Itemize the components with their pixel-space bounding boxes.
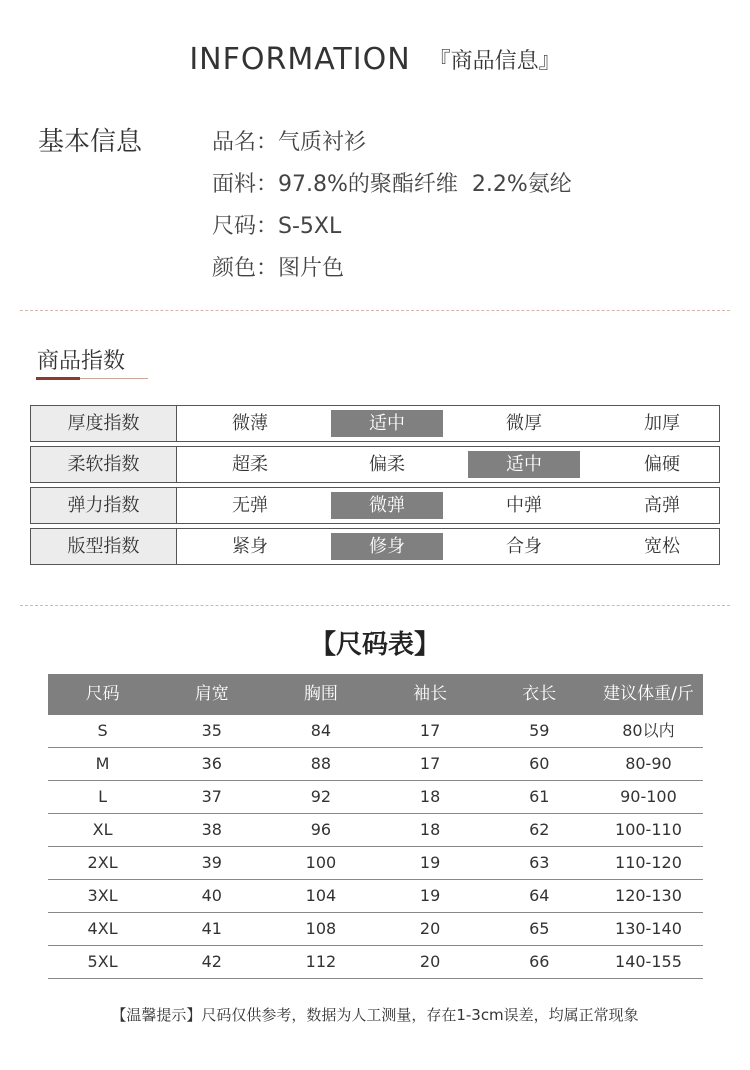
- table-cell: 112: [305, 952, 337, 971]
- info-row-size: [212, 209, 341, 240]
- index-label: 弹力指数: [31, 488, 177, 523]
- index-option: 中弹: [506, 495, 542, 516]
- table-row: [48, 847, 703, 880]
- index-label: 版型指数: [31, 529, 177, 564]
- page-header: [0, 42, 750, 77]
- index-option: 微薄: [232, 413, 268, 434]
- table-cell: 60: [529, 754, 550, 773]
- table-cell: XL: [92, 820, 113, 839]
- size-table-body: [48, 715, 703, 979]
- table-cell: L: [98, 787, 108, 806]
- table-cell: 140-155: [615, 952, 682, 971]
- header-title-en: INFORMATION: [189, 42, 411, 77]
- table-cell: 39: [201, 853, 222, 872]
- info-row-color: [212, 251, 344, 282]
- index-option-selected: 适中: [468, 451, 580, 478]
- info-label: 颜色：: [212, 256, 279, 281]
- info-value: 气质衬衫: [278, 130, 367, 155]
- table-cell: 104: [305, 886, 337, 905]
- index-option-selected: 适中: [331, 410, 443, 437]
- table-cell: M: [95, 754, 110, 773]
- table-cell: 120-130: [615, 886, 682, 905]
- index-option-selected: 修身: [331, 533, 443, 560]
- index-option: 偏柔: [369, 454, 405, 475]
- table-header-cell: 建议体重/斤: [603, 684, 694, 704]
- table-cell: 80以内: [622, 721, 675, 740]
- table-cell: 59: [529, 721, 550, 740]
- table-cell: 38: [201, 820, 222, 839]
- info-row-name: [212, 125, 366, 156]
- table-cell: 80-90: [625, 754, 672, 773]
- table-cell: 42: [201, 952, 222, 971]
- index-row: [30, 405, 720, 442]
- size-table-title: 【尺码表】: [309, 630, 440, 660]
- index-option: 加厚: [644, 413, 680, 434]
- table-cell: 17: [419, 754, 441, 773]
- index-option: 无弹: [232, 495, 268, 516]
- index-option: 微厚: [506, 413, 542, 434]
- table-row: [48, 748, 703, 781]
- index-option: 宽松: [644, 536, 680, 557]
- table-cell: 18: [419, 787, 441, 806]
- table-cell: S: [97, 721, 108, 740]
- table-cell: 90-100: [620, 787, 677, 806]
- table-cell: 35: [201, 721, 222, 740]
- index-label: 厚度指数: [31, 406, 177, 441]
- table-cell: 20: [419, 952, 441, 971]
- table-header-cell: 袖长: [413, 684, 448, 704]
- table-cell: 19: [419, 886, 441, 905]
- index-row: [30, 487, 720, 524]
- table-cell: 19: [419, 853, 441, 872]
- index-option: 合身: [506, 536, 542, 557]
- table-cell: 3XL: [87, 886, 118, 905]
- table-row: [48, 913, 703, 946]
- table-cell: 36: [201, 754, 222, 773]
- table-cell: 61: [529, 787, 550, 806]
- table-cell: 130-140: [615, 919, 682, 938]
- index-section-title: 商品指数: [37, 349, 126, 374]
- table-header-cell: 尺码: [85, 684, 120, 704]
- table-cell: 2XL: [87, 853, 118, 872]
- basic-info-title: 基本信息: [38, 127, 143, 157]
- table-cell: 5XL: [87, 952, 118, 971]
- table-row: [48, 880, 703, 913]
- table-cell: 66: [529, 952, 550, 971]
- table-cell: 100: [305, 853, 337, 872]
- index-label: 柔软指数: [31, 447, 177, 482]
- table-cell: 62: [529, 820, 550, 839]
- index-option: 超柔: [232, 454, 268, 475]
- table-cell: 110-120: [615, 853, 682, 872]
- index-option: 高弹: [644, 495, 680, 516]
- table-cell: 92: [310, 787, 332, 806]
- size-table: [48, 674, 703, 979]
- info-label: 面料：: [212, 172, 279, 197]
- size-tip: 【温馨提示】尺码仅供参考，数据为人工测量，存在1-3cm误差，均属正常现象: [111, 1006, 639, 1024]
- info-value: 图片色: [278, 256, 345, 281]
- table-cell: 65: [529, 919, 550, 938]
- table-header-cell: 衣长: [522, 684, 557, 704]
- index-row: [30, 446, 720, 483]
- table-row: [48, 946, 703, 979]
- table-cell: 88: [310, 754, 332, 773]
- header-title-cn: 『商品信息』: [428, 49, 561, 74]
- table-cell: 37: [201, 787, 222, 806]
- table-cell: 41: [201, 919, 222, 938]
- table-row: [48, 781, 703, 814]
- dashed-divider: [20, 310, 730, 311]
- table-cell: 4XL: [87, 919, 118, 938]
- table-cell: 108: [305, 919, 337, 938]
- table-cell: 96: [310, 820, 332, 839]
- table-row: [48, 715, 703, 748]
- table-cell: 64: [529, 886, 550, 905]
- size-table-header: [48, 674, 703, 715]
- index-row: [30, 528, 720, 565]
- table-cell: 84: [310, 721, 332, 740]
- index-option: 紧身: [232, 536, 268, 557]
- info-value: S-5XL: [278, 214, 342, 239]
- table-cell: 17: [419, 721, 441, 740]
- info-label: 品名：: [212, 130, 279, 155]
- table-cell: 18: [419, 820, 441, 839]
- index-option: 偏硬: [644, 454, 680, 475]
- info-row-fabric: [212, 167, 572, 198]
- table-header-cell: 胸围: [303, 684, 338, 704]
- table-cell: 100-110: [615, 820, 682, 839]
- table-cell: 20: [419, 919, 441, 938]
- table-row: [48, 814, 703, 847]
- table-header-cell: 肩宽: [194, 684, 229, 704]
- index-option-selected: 微弹: [331, 492, 443, 519]
- title-underline-accent: [36, 377, 80, 380]
- info-value: 97.8%的聚酯纤维 2.2%氨纶: [278, 172, 572, 197]
- table-cell: 40: [201, 886, 222, 905]
- dashed-divider: [20, 605, 730, 606]
- info-label: 尺码：: [212, 214, 279, 239]
- table-cell: 63: [529, 853, 550, 872]
